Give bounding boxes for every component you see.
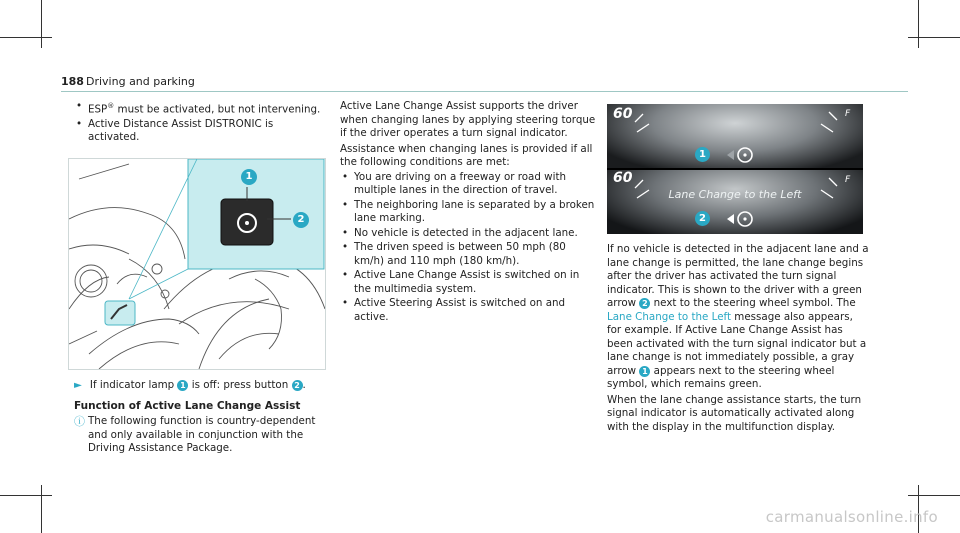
lane-change-message: Lane Change to the Left: [668, 188, 802, 201]
callout-2-ref: 2: [639, 298, 650, 309]
crop-mark: [0, 495, 52, 496]
message-highlight: Lane Change to the Left: [607, 310, 732, 323]
callout-2-ref: 2: [292, 380, 303, 391]
callout-1-ref: 1: [177, 380, 188, 391]
middle-column: [340, 100, 598, 325]
cockpit-illustration: [68, 158, 326, 370]
info-icon: ⓘ: [74, 415, 85, 428]
crop-mark: [908, 37, 960, 38]
figure-callout-1: 1: [695, 147, 710, 162]
callout-1: 1: [241, 169, 257, 185]
right-column-text: [607, 243, 869, 434]
callout-1-ref: 1: [639, 366, 650, 377]
figure-callout-2: 2: [695, 211, 710, 226]
list-item: • The neighboring lane is separated by a broken lane marking.: [340, 199, 598, 226]
crop-mark: [41, 485, 42, 533]
section-title: Driving and parking: [86, 75, 195, 88]
arrow-icon: ►: [74, 379, 82, 391]
cluster-graphics: [607, 104, 863, 234]
list-item: • You are driving on a freeway or road with multiple lanes in the direction of travel.: [340, 171, 598, 198]
speed-readout-top: 60: [613, 106, 633, 122]
intro-paragraph: Active Lane Change Assist supports the driver when changing lanes by applying steering torque if the driver operates a turn signal indicator.: [340, 100, 596, 139]
callout-2: 2: [293, 212, 309, 228]
list-item: • ESP® must be activated, but not intervening.: [74, 100, 326, 117]
header-rule: [61, 91, 908, 92]
conditions-list: [340, 171, 598, 325]
svg-text:F: F: [845, 109, 851, 119]
left-bullets: [74, 100, 326, 146]
page-number: 188: [61, 75, 84, 88]
speed-readout-bottom: 60: [613, 170, 633, 186]
lane-change-paragraph: If no vehicle is detected in the adjacent lane and a lane change is permitted, the lane change begins after the driver has activated the turn signal indicator. This is shown to the driver with a green arrow 2 next to the steering wheel symbol. The Lane Change to the Left message also appears, for example. If Active Lane Change Assist has been activated with the turn signal indicator but a lane change is not immediately possible, a gray arrow 1 appears next to the steering wheel symbol, which remains green.: [607, 243, 869, 390]
instruction: ► If indicator lamp 1 is off: press button 2 .: [74, 379, 306, 391]
conditions-paragraph: Assistance when changing lanes is provided if all the following conditions are met:: [340, 142, 593, 168]
list-item: • Active Distance Assist DISTRONIC is activated.: [74, 118, 326, 145]
crop-mark: [908, 495, 960, 496]
watermark-logo: carmanualsonline.info: [765, 508, 938, 526]
crop-mark: [41, 0, 42, 48]
crop-mark: [0, 37, 52, 38]
list-item: • No vehicle is detected in the adjacent lane.: [340, 227, 598, 241]
info-note: ⓘ The following function is country-dependent and only available in conjunction with the Driving Assistance Package.: [74, 415, 316, 454]
cluster-display-figure: [607, 104, 863, 234]
function-heading: Function of Active Lane Change Assist: [74, 400, 301, 412]
svg-text:F: F: [845, 175, 851, 185]
list-item: • Active Lane Change Assist is switched on in the multimedia system.: [340, 269, 598, 296]
list-item: • The driven speed is between 50 mph (80 km/h) and 110 mph (180 km/h).: [340, 241, 598, 268]
crop-mark: [918, 0, 919, 48]
list-item: • Active Steering Assist is switched on and active.: [340, 297, 598, 324]
assistance-paragraph: When the lane change assistance starts, the turn signal indicator is automatically activated along with the display in the multifunction display.: [607, 393, 862, 433]
cockpit-drawing: [69, 159, 325, 369]
